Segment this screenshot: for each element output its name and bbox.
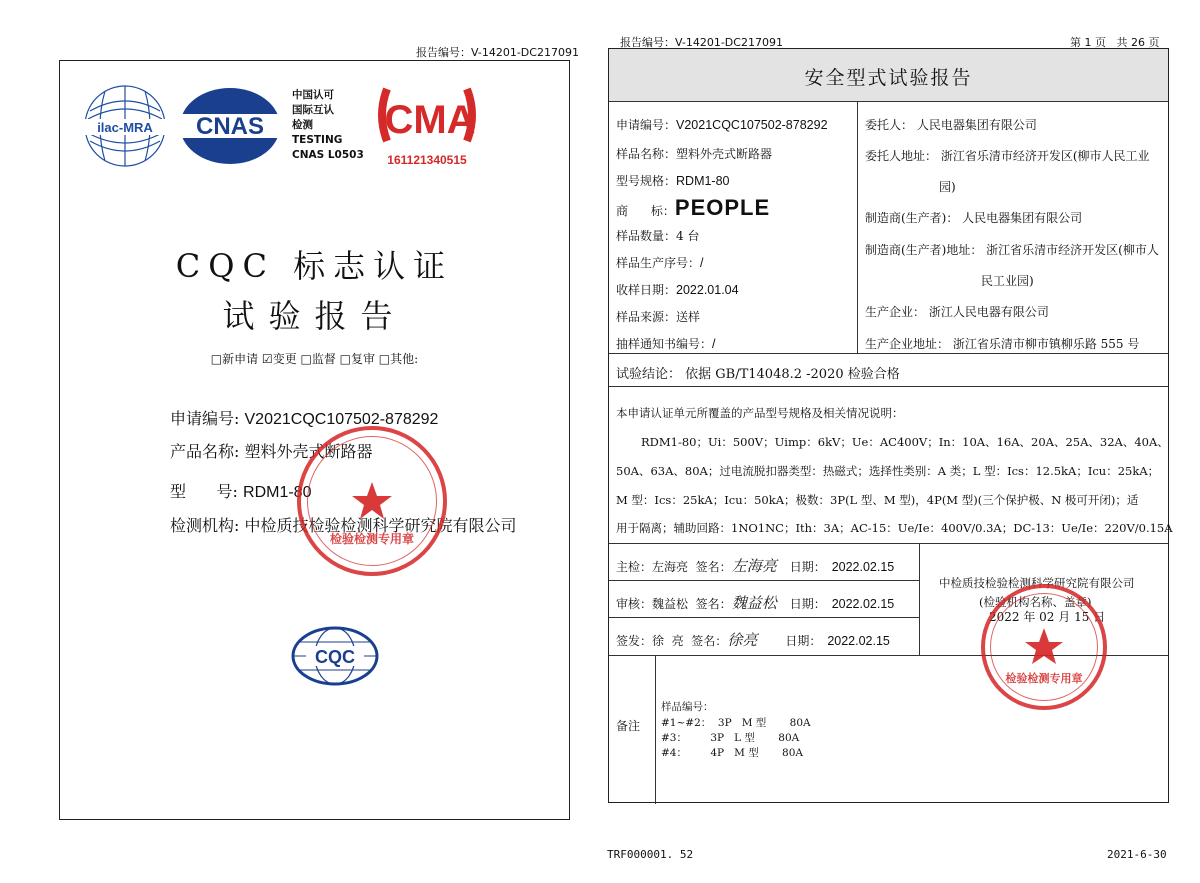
desc-line-4: M 型：Ics：25kA；Icu：50kA；极数：3P(L 型、M 型)，4P(M 型)(三个保护极、N 极可开闭)；适 [616,493,1139,507]
cover-title-line2: 试验报告 [222,297,407,335]
report-table [608,48,1173,803]
info-client-address: 委托人地址： 浙江省乐清市经济开发区(柳市人民工业 [865,149,1150,163]
form-date: 2021-6-30 [1107,848,1167,861]
info-manufacturer: 制造商(生产者)： 人民电器集团有限公司 [865,211,1083,225]
cqc-logo [290,626,380,686]
info-model: 型号规格：RDM1-80 [616,174,730,188]
page-indicator: 第 1 页 共 26 页 [1070,36,1160,49]
info-trademark: 商 标：PEOPLE [616,195,771,220]
signer-reviewer: 审核：魏益松 签名：魏益松 日期： 2022.02.15 [616,594,895,612]
info-client-address-cont: 园) [939,180,956,194]
signer-inspector: 主检：左海亮 签名：左海亮 日期： 2022.02.15 [616,557,895,575]
desc-line-2: RDM1-80；Ui：500V；Uimp：6kV；Ue：AC400V；In：10A、16A、20A、25A、32A、40A、 [641,435,1169,449]
info-client: 委托人： 人民电器集团有限公司 [865,118,1037,132]
field-model: 型 号: RDM1-80 [170,482,312,501]
cover-official-seal: 检验检测专用章 [297,426,447,576]
issuing-org: 中检质技检验检测科学研究院有限公司 [939,576,1135,590]
svg-text:CQC: CQC [315,647,355,667]
svg-text:CNAS: CNAS [195,113,265,140]
remarks-line-3: #3： 3P L 型 80A [661,732,800,744]
desc-line-5: 用于隔离；辅助回路：1NO1NC；Ith：3A；AC-15：Ue/Ie：400V/0.3A；DC-13：Ue/Ie：220V/0.15A [616,521,1173,535]
left-report-number: 报告编号：V-14201-DC217091 [416,46,579,59]
cover-page [59,60,570,820]
issue-date: 2022 年 02 月 15 日 [989,610,1106,624]
remarks-label: 备注 [616,719,641,733]
info-sampling-notice: 抽样通知书编号：/ [616,337,716,351]
svg-text:ilac-MRA: ilac-MRA [97,120,153,135]
issuing-org-note: (检验机构名称、盖章) [979,595,1092,609]
svg-text:CMA: CMA [384,98,476,142]
application-type-checkboxes: □新申请 ☑变更 □监督 □复审 □其他: [210,352,419,366]
field-application-number: 申请编号: V2021CQC107502-878292 [170,409,439,428]
info-manufacturer-address-cont: 民工业园) [981,274,1034,288]
info-manufacturer-address: 制造商(生产者)地址： 浙江省乐清市经济开发区(柳市人 [865,243,1159,257]
cma-logo [372,81,482,167]
info-serial: 样品生产序号：/ [616,256,704,270]
ilac-mra-logo [80,81,170,171]
info-factory: 生产企业： 浙江人民电器有限公司 [865,305,1049,319]
info-sample-name: 样品名称：塑料外壳式断路器 [616,147,773,161]
info-sample-source: 样品来源：送样 [616,310,701,324]
right-report-number: 报告编号：V-14201-DC217091 [620,36,783,49]
info-receive-date: 收样日期：2022.01.04 [616,283,739,297]
signer-approver: 签发：徐 亮 签名：徐亮 日期： 2022.02.15 [616,631,890,649]
cover-title-line1: CQC 标志认证 [175,247,454,285]
info-factory-address: 生产企业地址： 浙江省乐清市柳市镇柳乐路 555 号 [865,337,1140,351]
report-official-seal: 检验检测专用章 [981,584,1107,710]
field-product-name: 产品名称: 塑料外壳式断路器 [170,442,373,461]
info-application-number: 申请编号：V2021CQC107502-878292 [616,118,828,132]
report-title: 安全型式试验报告 [804,67,973,89]
desc-line-1: 本申请认证单元所覆盖的产品型号规格及相关情况说明： [616,406,904,420]
desc-line-3: 50A、63A、80A；过电流脱扣器类型：热磁式；选择性类别：A 类；L 型：Ics：12.5kA；Icu：25kA； [616,464,1160,478]
remarks-line-2: #1~#2： 3P M 型 80A [661,717,811,729]
remarks-line-4: #4： 4P M 型 80A [661,747,803,759]
cnas-logo [178,86,283,166]
cma-number: 161121340515 [387,153,467,167]
info-sample-quantity: 样品数量：4 台 [616,229,700,243]
remarks-line-1: 样品编号： [661,701,714,713]
form-number: TRF000001. 52 [607,848,694,861]
cnas-caption: 中国认可 国际互认 检测 TESTING CNAS L0503 [292,89,364,161]
field-test-institution: 检测机构: 中检质技检验检测科学研究院有限公司 [170,516,517,535]
test-conclusion: 试验结论： 依据 GB/T14048.2 -2020 检验合格 [616,367,900,382]
